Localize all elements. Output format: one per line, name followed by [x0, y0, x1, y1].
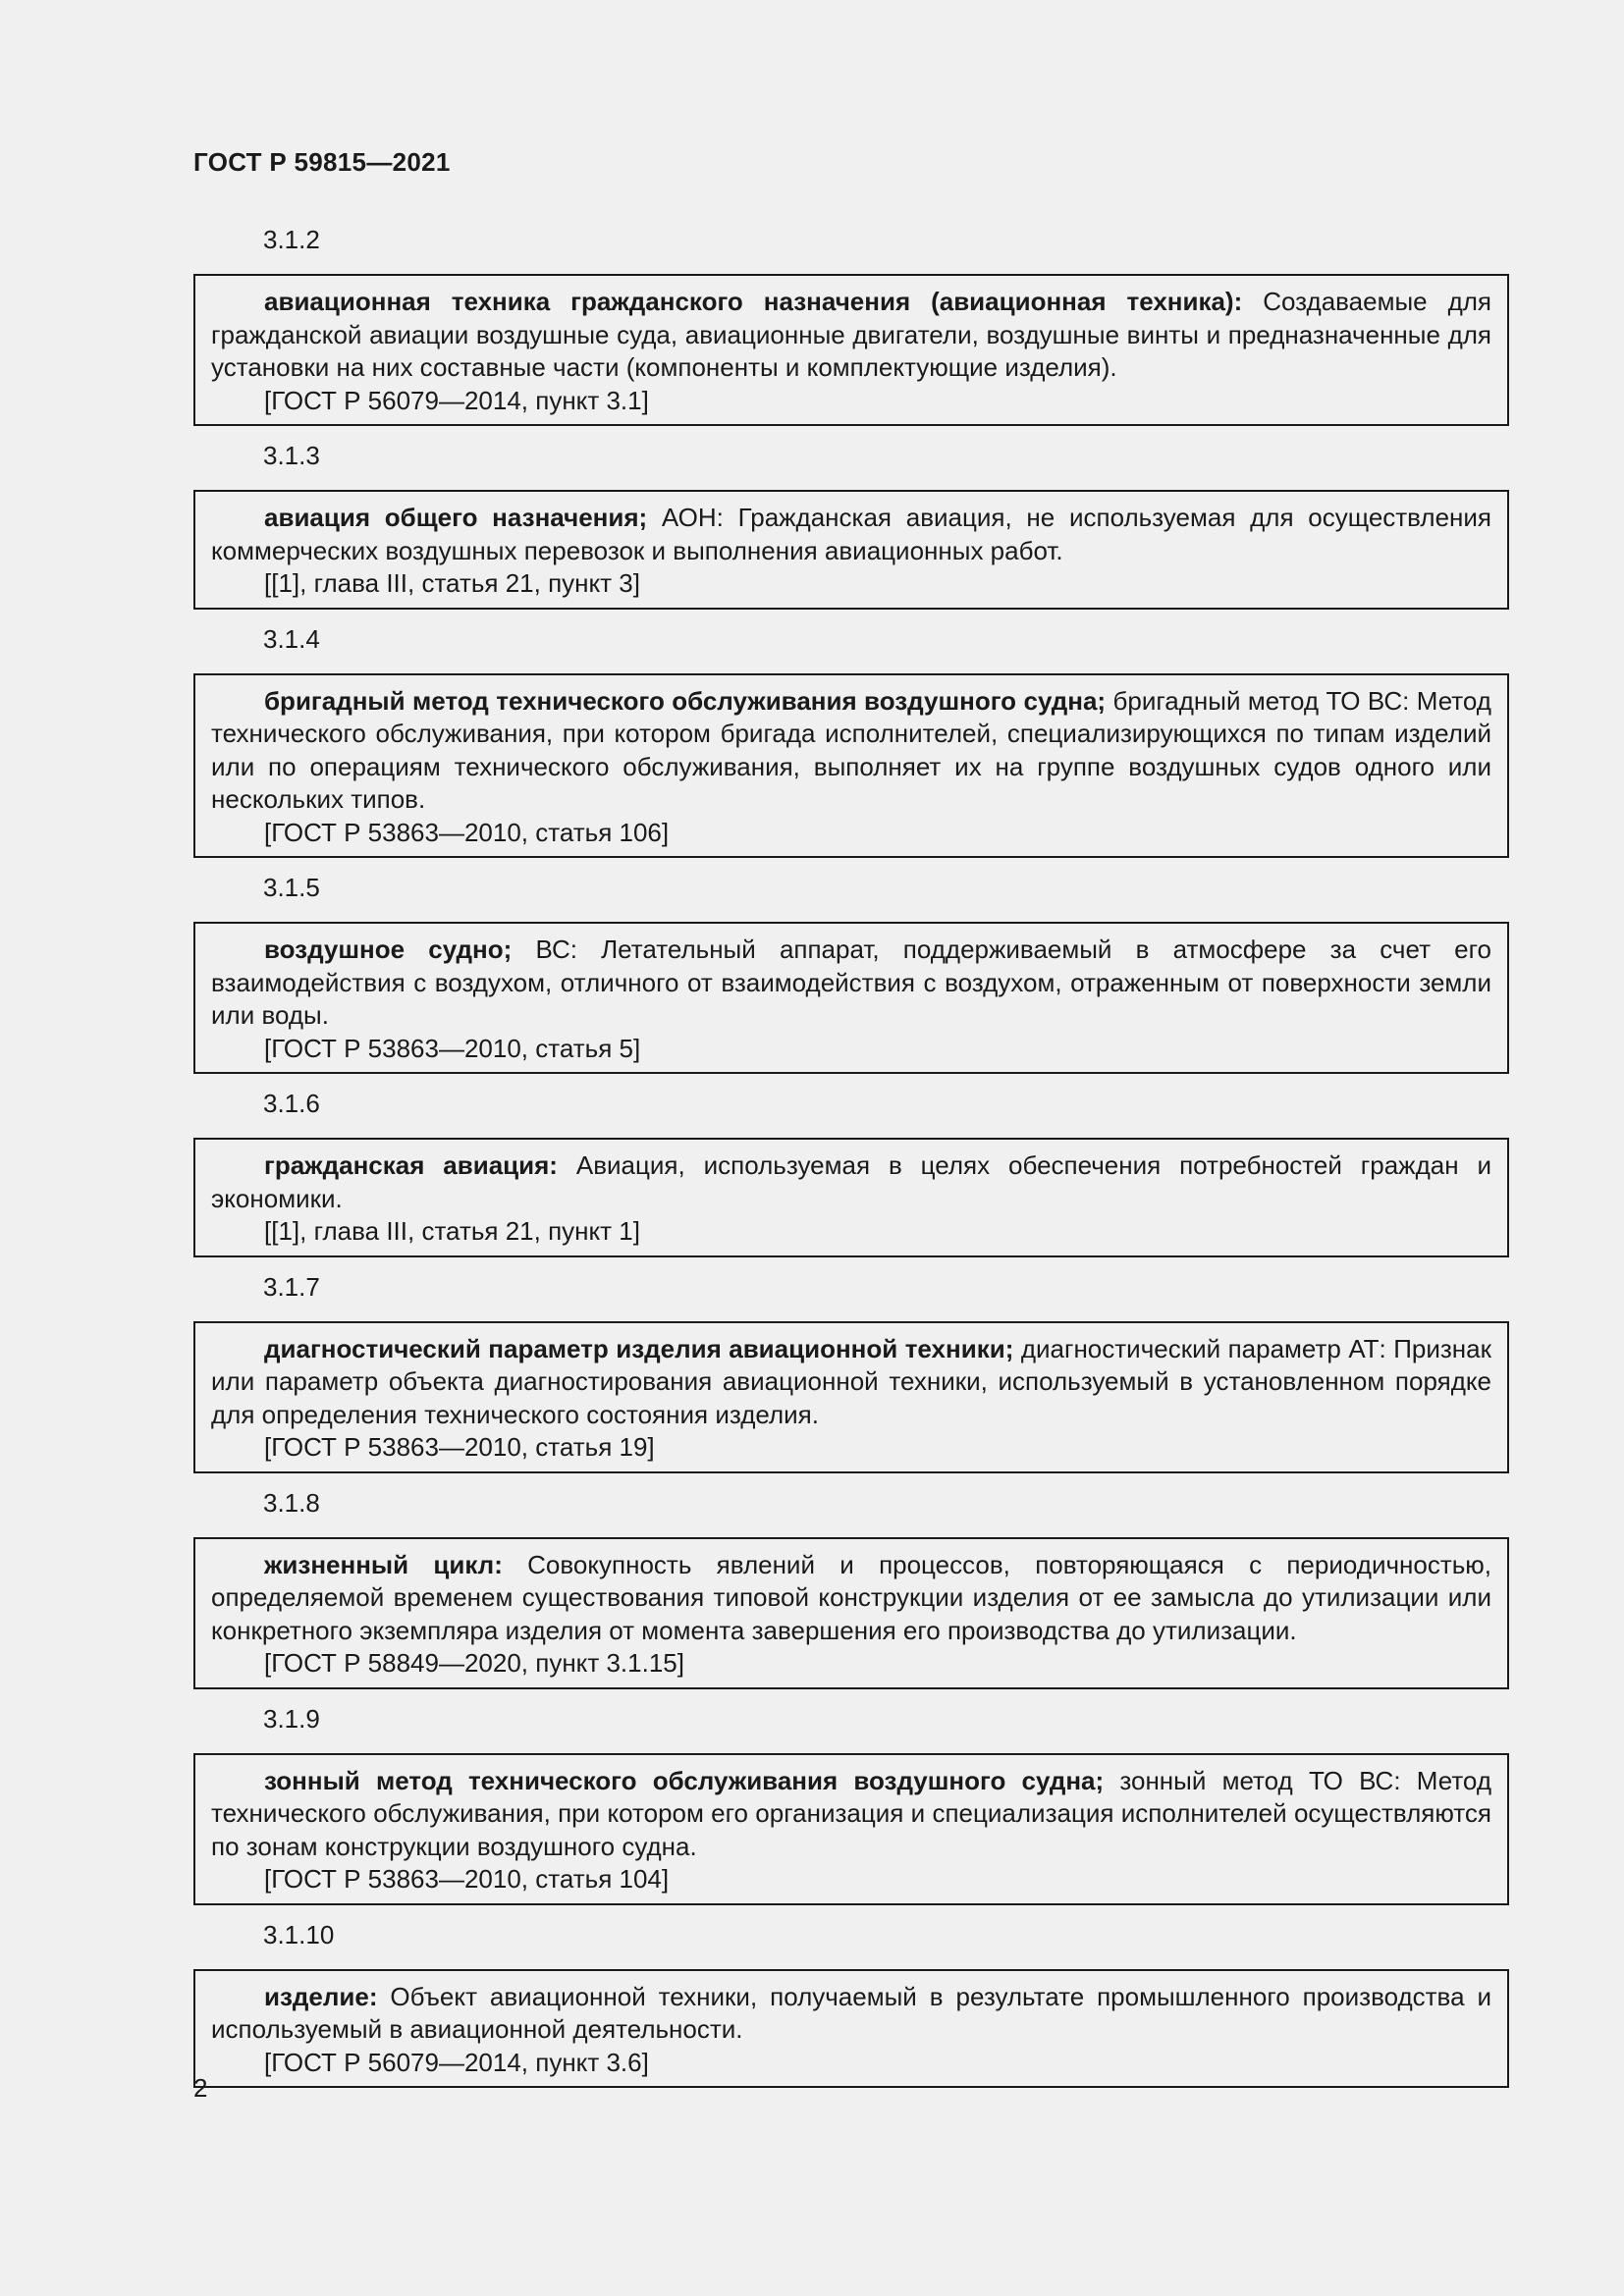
term-definition-block	[211, 934, 1491, 1033]
term-title: диагностический параметр изделия авиационной техники;	[264, 1333, 1014, 1363]
term-number: 3.1.8	[263, 1487, 320, 1518]
term-number: 3.1.10	[263, 1919, 335, 1949]
term-entry	[193, 1138, 1509, 1257]
term-source: [ГОСТ Р 56079—2014, пункт 3.1]	[264, 385, 649, 415]
term-title: жизненный цикл:	[264, 1549, 503, 1579]
term-entry	[193, 1753, 1509, 1905]
term-number: 3.1.4	[263, 623, 320, 654]
term-entry	[193, 1969, 1509, 2089]
term-entry	[193, 922, 1509, 1074]
term-title: изделие:	[264, 1981, 378, 2011]
term-source: [ГОСТ Р 58849—2020, пункт 3.1.15]	[264, 1648, 684, 1678]
term-number: 3.1.7	[263, 1271, 320, 1302]
term-title: гражданская авиация:	[264, 1150, 558, 1180]
term-entry	[193, 673, 1509, 859]
term-definition: Создаваемые для гражданской авиации воздушные суда, авиационные двигатели, воздушные винты и предназначенные для установки на них составные части (компоненты и комплектующие изделия).	[211, 287, 1491, 382]
term-definition-block	[211, 1333, 1491, 1432]
term-number: 3.1.6	[263, 1089, 320, 1118]
page-number: 2	[193, 2073, 208, 2103]
document-header: ГОСТ Р 59815—2021	[193, 147, 451, 177]
term-source: [ГОСТ Р 56079—2014, пункт 3.6]	[264, 2047, 649, 2077]
term-number: 3.1.5	[263, 873, 320, 902]
term-source: [ГОСТ Р 53863—2010, статья 106]	[264, 817, 670, 847]
term-definition: Объект авиационной техники, получаемый в результате промышленного производства и используемый в авиационной деятельности.	[211, 1981, 1491, 2044]
term-definition-block	[211, 1549, 1491, 1648]
term-title: зонный метод технического обслуживания воздушного судна;	[264, 1765, 1105, 1795]
term-title: авиация общего назначения;	[264, 503, 648, 532]
term-number: 3.1.3	[263, 441, 320, 470]
term-definition: бригадный метод ТО ВС: Метод технического обслуживания, при котором бригада исполнителей, специализирующихся по типам изделий или по операциям технического обслуживания, выполняет их на группе воздушных судов одного или нескольких типов.	[211, 685, 1491, 814]
term-title: воздушное судно;	[264, 934, 513, 964]
term-definition-block	[211, 502, 1491, 567]
term-number: 3.1.9	[263, 1703, 320, 1734]
term-source: [ГОСТ Р 53863—2010, статья 19]	[264, 1432, 655, 1462]
terms-list	[193, 224, 1509, 2102]
term-entry	[193, 274, 1509, 426]
term-source: [[1], глава III, статья 21, пункт 1]	[264, 1216, 640, 1246]
term-source: [ГОСТ Р 53863—2010, статья 5]	[264, 1033, 641, 1063]
term-source: [[1], глава III, статья 21, пункт 3]	[264, 568, 640, 598]
term-definition-block	[211, 1981, 1491, 2047]
term-definition: ВС: Летательный аппарат, поддерживаемый в атмосфере за счет его взаимодействия с воздухом, отличного от взаимодействия с воздухом, отраженным от поверхности земли или воды.	[211, 934, 1491, 1030]
term-title: авиационная техника гражданского назначения (авиационная техника):	[264, 287, 1243, 316]
term-source: [ГОСТ Р 53863—2010, статья 104]	[264, 1864, 670, 1894]
term-definition: зонный метод ТО ВС: Метод технического обслуживания, при котором его организация и специализация исполнителей осуществляются по зонам конструкции воздушного судна.	[211, 1765, 1491, 1861]
term-entry	[193, 490, 1509, 610]
term-definition: Авиация, используемая в целях обеспечения потребностей граждан и экономики.	[211, 1150, 1491, 1213]
term-definition: Совокупность явлений и процессов, повторяющаяся с периодичностью, определяемой временем существования типовой конструкции изделия от ее замысла до утилизации или конкретного экземпляра изделия от момента завершения его производства до утилизации.	[211, 1549, 1492, 1645]
term-definition-block	[211, 1149, 1491, 1215]
term-entry	[193, 1321, 1509, 1473]
term-definition-block	[211, 286, 1491, 385]
term-number: 3.1.2	[263, 225, 320, 254]
term-title: бригадный метод технического обслуживания воздушного судна;	[264, 685, 1107, 716]
term-definition-block	[211, 685, 1491, 817]
term-entry	[193, 1537, 1509, 1689]
term-definition: диагностический параметр АТ: Признак или параметр объекта диагностирования авиационной техники, используемый в установленном порядке для определения технического состояния изделия.	[211, 1333, 1491, 1429]
term-definition-block	[211, 1765, 1491, 1864]
term-definition: АОН: Гражданская авиация, не используемая для осуществления коммерческих воздушных перевозок и выполнения авиационных работ.	[211, 503, 1491, 565]
